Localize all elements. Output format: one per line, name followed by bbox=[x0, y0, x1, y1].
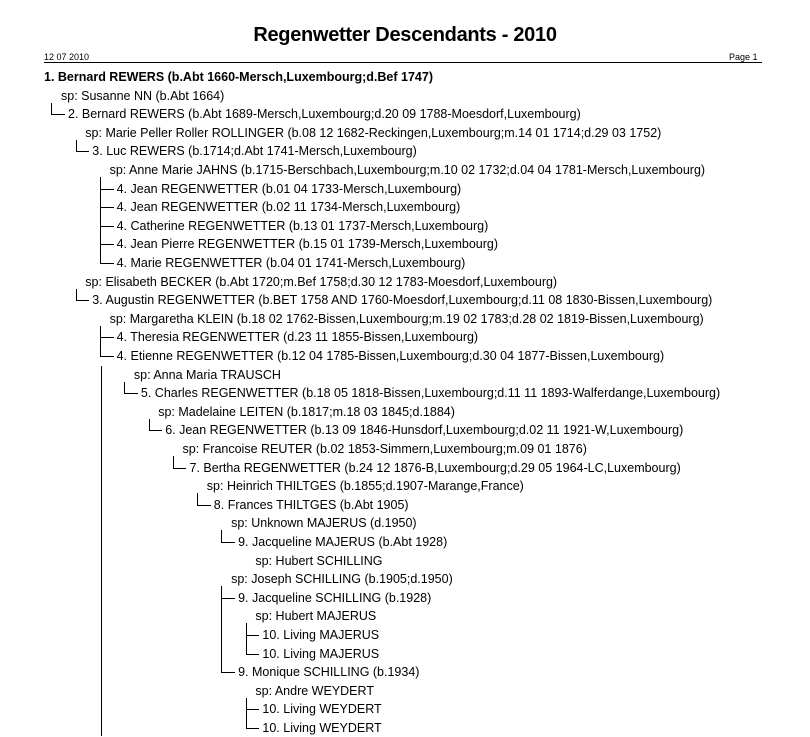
report-date: 12 07 2010 bbox=[44, 52, 90, 62]
spouse-entry bbox=[231, 514, 417, 532]
entry-text: sp: Marie Peller Roller ROLLINGER (b.08 12 1682-Reckingen,Luxembourg;m.14 01 1714;d.29 03 1752) bbox=[85, 125, 662, 140]
tree-connector-horizontal bbox=[221, 542, 235, 543]
person-entry bbox=[238, 533, 447, 551]
entry-text: Bertha REGENWETTER (b.24 12 1876-B,Luxembourg;d.29 05 1964-LC,Luxembourg) bbox=[203, 460, 681, 475]
entry-text: Catherine REGENWETTER (b.13 01 1737-Mersch,Luxembourg) bbox=[130, 218, 489, 233]
spouse-entry bbox=[110, 310, 704, 328]
entry-text: Living WEYDERT bbox=[283, 702, 382, 717]
tree-connector-vertical bbox=[221, 586, 222, 672]
entry-text: Jean REGENWETTER (b.02 11 1734-Mersch,Luxembourg) bbox=[130, 200, 461, 215]
spouse-entry bbox=[158, 403, 455, 421]
generation-number: 4. bbox=[116, 181, 131, 196]
tree-connector-vertical bbox=[246, 698, 247, 728]
person-entry bbox=[117, 254, 466, 272]
tree-connector-horizontal bbox=[246, 654, 260, 655]
generation-number: 3. bbox=[92, 144, 107, 159]
person-entry bbox=[117, 217, 489, 235]
entry-text: sp: Margaretha KLEIN (b.18 02 1762-Bissen,Luxembourg;m.19 02 1783;d.28 02 1819-Bissen,Luxembourg) bbox=[109, 311, 704, 326]
tree-connector-horizontal bbox=[124, 393, 138, 394]
entry-text: sp: Andre WEYDERT bbox=[255, 683, 374, 698]
tree-connector-horizontal bbox=[100, 226, 114, 227]
spouse-entry bbox=[255, 607, 376, 625]
entry-text: Jean REGENWETTER (b.01 04 1733-Mersch,Luxembourg) bbox=[130, 181, 462, 196]
generation-number: 10. bbox=[262, 702, 284, 717]
generation-number: 4. bbox=[116, 349, 131, 363]
tree-connector-horizontal bbox=[173, 468, 187, 469]
tree-connector-vertical bbox=[101, 366, 102, 736]
tree-connector-horizontal bbox=[149, 430, 163, 431]
person-entry bbox=[92, 291, 712, 309]
person-entry bbox=[190, 459, 681, 477]
generation-number: 10. bbox=[262, 628, 284, 642]
entry-text: Theresia REGENWETTER (d.23 11 1855-Bissen,Luxembourg) bbox=[130, 330, 479, 345]
tree-connector-horizontal bbox=[100, 337, 114, 338]
entry-text: Marie REGENWETTER (b.04 01 1741-Mersch,Luxembourg) bbox=[130, 256, 466, 270]
person-entry bbox=[262, 626, 379, 644]
entry-text: sp: Hubert SCHILLING bbox=[255, 553, 383, 568]
tree-connector-horizontal bbox=[197, 505, 211, 506]
tree-connector-vertical bbox=[149, 419, 150, 431]
entry-text: Living MAJERUS bbox=[283, 646, 380, 661]
entry-text: sp: Francoise REUTER (b.02 1853-Simmern,Luxembourg;m.09 01 1876) bbox=[182, 442, 587, 456]
person-entry bbox=[117, 235, 498, 253]
tree-connector-horizontal bbox=[246, 709, 260, 710]
spouse-entry bbox=[61, 87, 224, 105]
tree-connector-vertical bbox=[100, 326, 101, 356]
tree-connector-vertical bbox=[173, 456, 174, 468]
entry-text: Jean Pierre REGENWETTER (b.15 01 1739-Mersch,Luxembourg) bbox=[130, 237, 499, 252]
person-entry bbox=[117, 328, 479, 346]
spouse-entry bbox=[134, 366, 281, 384]
generation-number: 9. bbox=[238, 590, 252, 605]
generation-number: 9. bbox=[238, 535, 252, 549]
entry-text: Jacqueline SCHILLING (b.1928) bbox=[252, 590, 432, 605]
person-entry bbox=[165, 421, 683, 439]
generation-number: 4. bbox=[116, 200, 131, 215]
person-entry bbox=[92, 142, 416, 160]
entry-text: sp: Unknown MAJERUS (d.1950) bbox=[231, 516, 417, 531]
generation-number: 7. bbox=[189, 460, 204, 475]
person-entry bbox=[214, 496, 409, 514]
spouse-entry bbox=[85, 273, 557, 291]
person-entry bbox=[262, 719, 381, 737]
person-entry bbox=[117, 180, 462, 198]
generation-number: 8. bbox=[213, 497, 228, 512]
page-number: Page 1 bbox=[729, 52, 758, 62]
spouse-entry bbox=[110, 161, 705, 179]
entry-text: sp: Madelaine LEITEN (b.1817;m.18 03 1845;d.1884) bbox=[158, 404, 455, 419]
spouse-entry bbox=[255, 682, 374, 700]
spouse-entry bbox=[207, 477, 524, 495]
person-entry bbox=[262, 700, 381, 718]
person-entry bbox=[117, 198, 461, 216]
person-entry bbox=[141, 384, 720, 402]
generation-number: 4. bbox=[116, 218, 131, 233]
entry-text: Augustin REGENWETTER (b.BET 1758 AND 1760-Moesdorf,Luxembourg;d.11 08 1830-Bissen,Luxembourg) bbox=[105, 293, 713, 308]
person-entry bbox=[68, 105, 581, 123]
tree-connector-vertical bbox=[124, 382, 125, 394]
tree-connector-horizontal bbox=[76, 151, 90, 152]
tree-connector-horizontal bbox=[100, 244, 114, 245]
tree-connector-vertical bbox=[76, 289, 77, 301]
tree-connector-horizontal bbox=[221, 598, 235, 599]
tree-connector-horizontal bbox=[51, 114, 65, 115]
generation-number: 9. bbox=[238, 665, 252, 680]
person-entry bbox=[44, 68, 433, 86]
entry-text: Bernard REWERS (b.Abt 1689-Mersch,Luxembourg;d.20 09 1788-Moesdorf,Luxembourg) bbox=[81, 107, 581, 122]
person-entry bbox=[117, 347, 665, 365]
tree-connector-horizontal bbox=[100, 189, 114, 190]
entry-text: sp: Heinrich THILTGES (b.1855;d.1907-Marange,France) bbox=[206, 479, 524, 494]
tree-connector-horizontal bbox=[100, 207, 114, 208]
entry-text: Frances THILTGES (b.Abt 1905) bbox=[227, 497, 409, 512]
entry-text: Living WEYDERT bbox=[283, 721, 382, 735]
entry-text: sp: Hubert MAJERUS bbox=[255, 609, 377, 624]
tree-connector-vertical bbox=[76, 140, 77, 152]
entry-text: Jacqueline MAJERUS (b.Abt 1928) bbox=[252, 535, 448, 549]
generation-number: 10. bbox=[262, 721, 284, 735]
entry-text: sp: Susanne NN (b.Abt 1664) bbox=[61, 88, 225, 103]
tree-connector-vertical bbox=[221, 530, 222, 542]
tree-connector-vertical bbox=[51, 103, 52, 115]
generation-number: 5. bbox=[140, 386, 155, 401]
generation-number: 1. bbox=[44, 70, 58, 84]
entry-text: Bernard REWERS (b.Abt 1660-Mersch,Luxembourg;d.Bef 1747) bbox=[57, 70, 433, 84]
entry-text: Living MAJERUS bbox=[283, 628, 380, 642]
tree-connector-vertical bbox=[100, 177, 101, 263]
generation-number: 3. bbox=[92, 293, 106, 308]
generation-number: 10. bbox=[262, 646, 284, 661]
tree-connector-vertical bbox=[197, 493, 198, 505]
tree-connector-horizontal bbox=[76, 300, 90, 301]
generation-number: 2. bbox=[68, 107, 82, 122]
entry-text: sp: Anne Marie JAHNS (b.1715-Berschbach,Luxembourg;m.10 02 1732;d.04 04 1781-Mersch,Luxembourg) bbox=[109, 163, 706, 177]
generation-number: 4. bbox=[116, 330, 131, 345]
spouse-entry bbox=[183, 440, 587, 458]
entry-text: Etienne REGENWETTER (b.12 04 1785-Bissen,Luxembourg;d.30 04 1877-Bissen,Luxembourg) bbox=[130, 349, 665, 363]
spouse-entry bbox=[231, 570, 453, 588]
page-title: Regenwetter Descendants - 2010 bbox=[253, 24, 557, 46]
entry-text: Luc REWERS (b.1714;d.Abt 1741-Mersch,Luxembourg) bbox=[106, 144, 417, 159]
entry-text: sp: Joseph SCHILLING (b.1905;d.1950) bbox=[231, 572, 453, 587]
generation-number: 4. bbox=[116, 256, 131, 270]
tree-connector-horizontal bbox=[246, 728, 260, 729]
generation-number: 4. bbox=[116, 237, 131, 252]
spouse-entry bbox=[255, 552, 382, 570]
entry-text: sp: Elisabeth BECKER (b.Abt 1720;m.Bef 1758;d.30 12 1783-Moesdorf,Luxembourg) bbox=[85, 274, 558, 289]
tree-connector-horizontal bbox=[221, 672, 235, 673]
tree-connector-vertical bbox=[246, 623, 247, 653]
spouse-entry bbox=[85, 124, 661, 142]
generation-number: 6. bbox=[165, 423, 180, 438]
person-entry bbox=[238, 663, 419, 681]
entry-text: sp: Anna Maria TRAUSCH bbox=[133, 367, 281, 382]
entry-text: Charles REGENWETTER (b.18 05 1818-Bissen,Luxembourg;d.11 11 1893-Walferdange,Luxembourg) bbox=[154, 386, 721, 401]
tree-connector-horizontal bbox=[246, 635, 260, 636]
tree-connector-horizontal bbox=[100, 263, 114, 264]
entry-text: Monique SCHILLING (b.1934) bbox=[252, 665, 420, 680]
tree-connector-horizontal bbox=[100, 356, 114, 357]
person-entry bbox=[262, 645, 379, 663]
entry-text: Jean REGENWETTER (b.13 09 1846-Hunsdorf,Luxembourg;d.02 11 1921-W,Luxembourg) bbox=[179, 423, 684, 438]
person-entry bbox=[238, 589, 431, 607]
